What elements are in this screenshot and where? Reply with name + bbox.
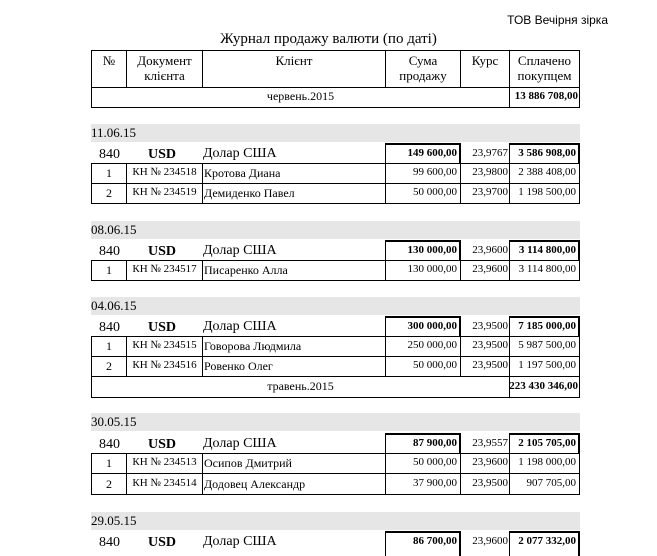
row-document: КН № 234519 [132,186,197,198]
row-document: КН № 234515 [132,339,197,351]
currency-name: Долар США [203,243,277,258]
row-rate: 23,9800 [472,166,508,178]
row-sum: 50 000,00 [413,186,457,198]
row-paid: 907 705,00 [526,477,576,489]
currency-code: 840 [99,535,120,550]
row-client: Додовец Александр [204,477,306,491]
row-paid: 5 987 500,00 [518,339,576,351]
row-number: 2 [106,359,112,373]
currency-symbol: USD [148,147,177,162]
row-client: Писаренко Алла [204,263,288,277]
row-paid: 1 197 500,00 [518,359,576,371]
currency-code: 840 [99,244,120,259]
row-client: Демиденко Павел [204,186,295,200]
col-client-header: Клієнт [202,50,386,88]
group-rate: 23,9557 [472,437,508,449]
group-paid: 3 114 800,00 [518,244,576,256]
month-label: травень.2015 [267,379,334,393]
row-number: 1 [106,166,112,180]
row-paid: 1 198 000,00 [518,456,576,468]
row-sum: 37 900,00 [413,477,457,489]
row-client: Осипов Дмитрий [204,456,292,470]
group-rate: 23,9600 [472,535,508,547]
currency-name: Долар США [203,436,277,451]
group-date: 08.06.15 [91,222,137,237]
group-sum: 130 000,00 [407,244,457,256]
group-paid: 7 185 000,00 [518,320,576,332]
row-client: Говорова Людмила [204,339,302,353]
company-name: ТОВ Вечірня зірка [507,13,608,27]
group-paid: 2 077 332,00 [518,535,576,547]
currency-name: Долар США [203,146,277,161]
row-sum: 99 600,00 [413,166,457,178]
group-rate: 23,9500 [472,320,508,332]
row-rate: 23,9700 [472,186,508,198]
currency-name: Долар США [203,319,277,334]
row-client: Кротова Диана [204,166,281,180]
group-date: 30.05.15 [91,414,137,429]
currency-symbol: USD [148,320,177,335]
row-rate: 23,9500 [472,477,508,489]
group-sum: 87 900,00 [413,437,457,449]
row-paid: 2 388 408,00 [518,166,576,178]
row-document: КН № 234514 [132,477,197,489]
group-date: 29.05.15 [91,513,137,528]
month-total: 223 430 346,00 [509,380,578,392]
row-sum: 50 000,00 [413,359,457,371]
group-paid: 3 586 908,00 [518,147,576,159]
row-paid: 1 198 500,00 [518,186,576,198]
group-rate: 23,9767 [472,147,508,159]
row-sum: 130 000,00 [407,263,457,275]
report-title: Журнал продажу валюти (по даті) [220,31,437,47]
currency-code: 840 [99,437,120,452]
row-paid: 3 114 800,00 [518,263,576,275]
currency-code: 840 [99,147,120,162]
row-sum: 50 000,00 [413,456,457,468]
group-date: 04.06.15 [91,298,137,313]
currency-symbol: USD [148,244,177,259]
group-sum: 300 000,00 [407,320,457,332]
col-doc-header: Документ клієнта [126,50,203,88]
currency-symbol: USD [148,437,177,452]
col-num-header: № [91,50,127,88]
currency-symbol: USD [148,535,177,550]
group-paid: 2 105 705,00 [518,437,576,449]
col-rate-header: Курс [460,50,510,88]
row-document: КН № 234517 [132,263,197,275]
month-total: 13 886 708,00 [514,90,578,102]
row-document: КН № 234516 [132,359,197,371]
group-date: 11.06.15 [91,125,137,140]
col-sum-header: Сума продажу [385,50,461,88]
group-sum: 149 600,00 [407,147,457,159]
row-number: 2 [106,477,112,491]
row-document: КН № 234518 [132,166,197,178]
group-rate: 23,9600 [472,244,508,256]
row-number: 2 [106,186,112,200]
currency-name: Долар США [203,534,277,549]
row-number: 1 [106,263,112,277]
row-client: Ровенко Олег [204,359,273,373]
row-sum: 250 000,00 [407,339,457,351]
group-sum: 86 700,00 [413,535,457,547]
row-document: КН № 234513 [132,456,197,468]
row-rate: 23,9500 [472,359,508,371]
row-rate: 23,9500 [472,339,508,351]
row-number: 1 [106,339,112,353]
col-paid-header: Сплачено покупцем [509,50,580,88]
row-number: 1 [106,456,112,470]
month-label: червень.2015 [266,89,335,103]
row-rate: 23,9600 [472,263,508,275]
currency-code: 840 [99,320,120,335]
row-rate: 23,9600 [472,456,508,468]
